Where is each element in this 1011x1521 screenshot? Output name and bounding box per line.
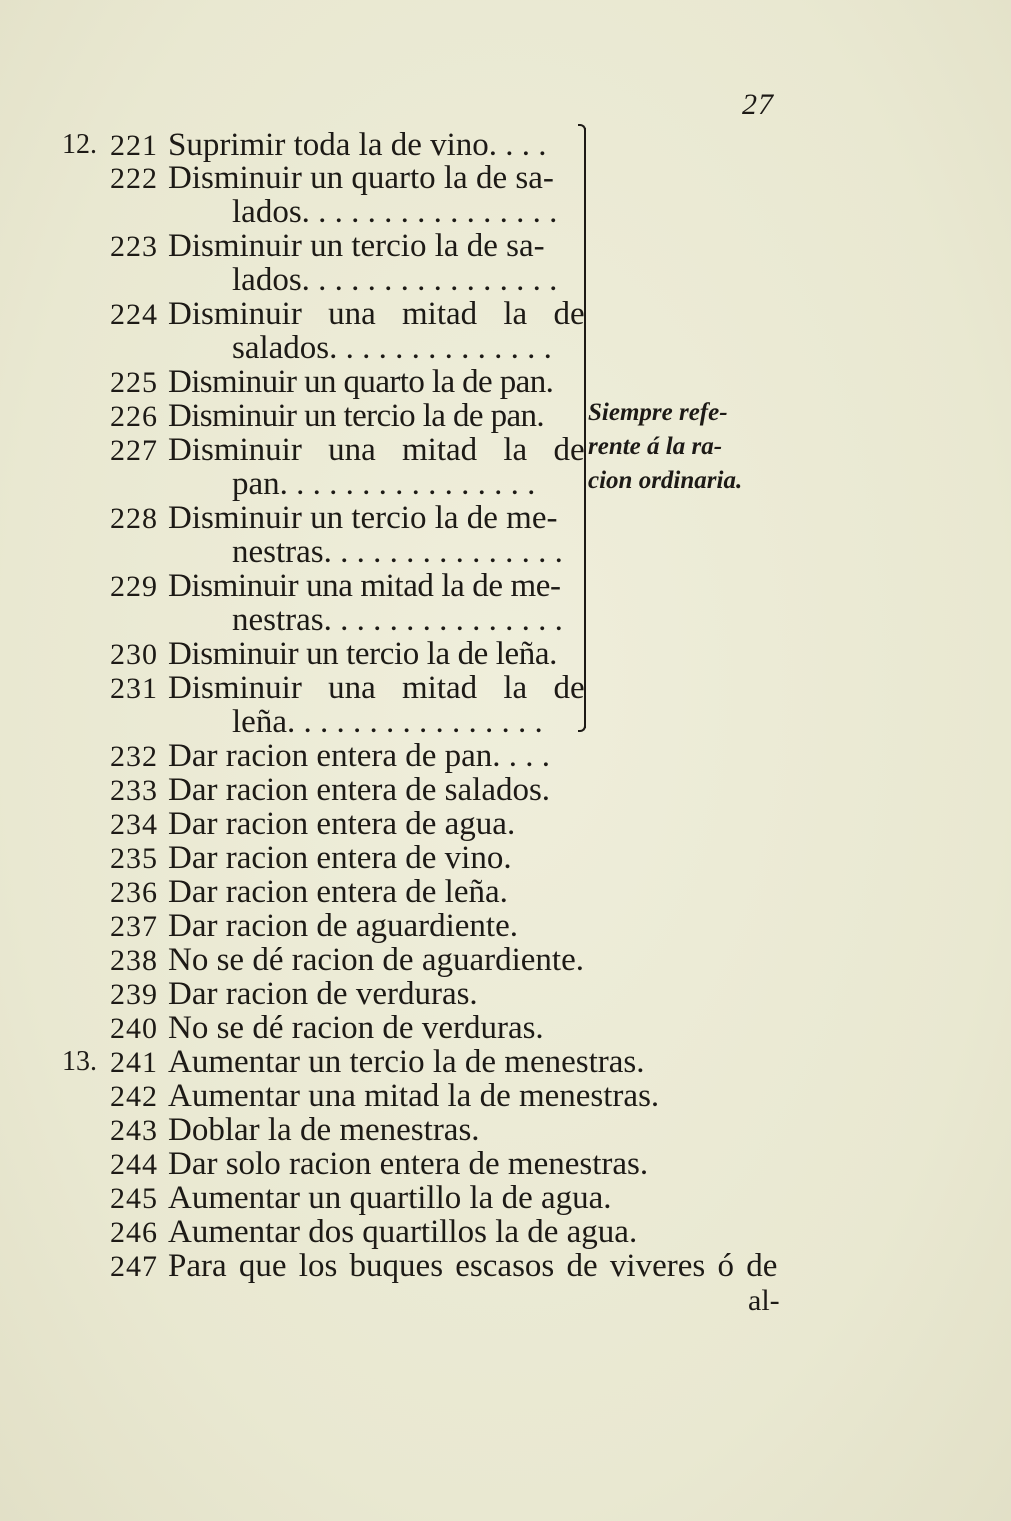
entry-text: Disminuir una mitad la de [168, 670, 585, 706]
entry-number: 229 [110, 570, 158, 603]
grouping-bracket [576, 128, 586, 728]
entry-number: 240 [110, 1012, 158, 1045]
entry-text: Dar racion entera de vino. [168, 840, 512, 876]
entry-number: 239 [110, 978, 158, 1011]
entry-text: Dar racion entera de agua. [168, 806, 516, 842]
entry-continuation: pan. . . . . . . . . . . . . . . . [232, 466, 536, 502]
entry-text: Dar solo racion entera de menestras. [168, 1146, 649, 1182]
entry-text: No se dé racion de aguardiente. [168, 942, 584, 978]
entry-text: Dar racion entera de leña. [168, 874, 508, 910]
entry-223 [110, 229, 545, 264]
entry-text: Aumentar un tercio la de menestras. [168, 1044, 645, 1080]
entry-text: No se dé racion de verduras. [168, 1010, 544, 1046]
entry-245 [110, 1181, 612, 1216]
entry-number: 238 [110, 944, 158, 977]
side-note [588, 396, 788, 498]
entry-246 [110, 1215, 637, 1250]
entry-222 [110, 161, 554, 196]
entry-227 [110, 433, 585, 468]
section-marker-12: 12. [62, 129, 97, 160]
entry-continuation: lados. . . . . . . . . . . . . . . . [232, 262, 558, 298]
entry-continuation: nestras. . . . . . . . . . . . . . . [232, 602, 563, 638]
entry-231 [110, 671, 585, 706]
page-number: 27 [742, 88, 774, 121]
section-marker-13: 13. [62, 1046, 97, 1077]
entry-text: Dar racion entera de pan. . . . [168, 738, 551, 774]
entry-number: 230 [110, 638, 158, 671]
entry-235 [110, 841, 512, 876]
entry-number: 247 [110, 1250, 158, 1283]
entry-number: 224 [110, 298, 158, 331]
entry-221 [110, 128, 547, 163]
entry-text: Para que los buques escasos de viveres ó de [168, 1248, 778, 1284]
entry-text: Disminuir un tercio la de me- [168, 500, 558, 536]
entry-continuation: nestras. . . . . . . . . . . . . . . [232, 534, 563, 570]
entry-229 [110, 569, 561, 604]
entry-number: 222 [110, 162, 158, 195]
entry-text: Disminuir un tercio la de pan. [168, 398, 545, 434]
entry-236 [110, 875, 508, 910]
entry-text: Dar racion de aguardiente. [168, 908, 518, 944]
entry-241 [110, 1045, 645, 1080]
side-note-line: Siempre refe- [588, 399, 728, 426]
entry-number: 234 [110, 808, 158, 841]
entry-text: Suprimir toda la de vino. . . . [168, 127, 547, 163]
entry-continuation: lados. . . . . . . . . . . . . . . . [232, 194, 558, 230]
entry-224 [110, 297, 585, 332]
entry-number: 246 [110, 1216, 158, 1249]
entry-number: 244 [110, 1148, 158, 1181]
entry-number: 237 [110, 910, 158, 943]
entry-number: 231 [110, 672, 158, 705]
entry-244 [110, 1147, 648, 1182]
entry-text: Aumentar una mitad la de menestras. [168, 1078, 660, 1114]
entry-237 [110, 909, 518, 944]
entry-233 [110, 773, 550, 808]
entry-text: Disminuir un quarto la de pan. [168, 364, 554, 400]
entry-continuation: leña. . . . . . . . . . . . . . . . [232, 704, 543, 740]
entry-226 [110, 399, 544, 434]
entry-number: 225 [110, 366, 158, 399]
entry-text: Aumentar un quartillo la de agua. [168, 1180, 612, 1216]
entry-number: 233 [110, 774, 158, 807]
entry-text: Disminuir una mitad la de me- [168, 568, 561, 604]
entry-number: 245 [110, 1182, 158, 1215]
entry-225 [110, 365, 553, 400]
entry-number: 221 [110, 129, 158, 162]
entry-text: Disminuir un tercio la de sa- [168, 228, 545, 264]
entry-text: Disminuir un quarto la de sa- [168, 160, 554, 196]
entry-text: Dar racion de verduras. [168, 976, 478, 1012]
entry-number: 235 [110, 842, 158, 875]
side-note-line: rente á la ra- [588, 433, 723, 460]
entry-242 [110, 1079, 659, 1114]
entry-number: 236 [110, 876, 158, 909]
side-note-line: cion ordinaria. [588, 467, 743, 494]
entry-text: Disminuir una mitad la de [168, 296, 585, 332]
entry-number: 228 [110, 502, 158, 535]
entry-text: Dar racion entera de salados. [168, 772, 551, 808]
entry-230 [110, 637, 557, 672]
entry-number: 243 [110, 1114, 158, 1147]
entry-247 [110, 1249, 777, 1284]
entry-number: 242 [110, 1080, 158, 1113]
entry-number: 241 [110, 1046, 158, 1079]
catchword: al- [748, 1284, 780, 1317]
entry-number: 232 [110, 740, 158, 773]
entry-232 [110, 739, 550, 774]
entry-text: Disminuir un tercio la de leña. [168, 636, 557, 672]
entry-238 [110, 943, 584, 978]
entry-239 [110, 977, 478, 1012]
entry-text: Aumentar dos quartillos la de agua. [168, 1214, 638, 1250]
entry-text: Disminuir una mitad la de [168, 432, 585, 468]
entry-228 [110, 501, 557, 536]
entry-continuation: salados. . . . . . . . . . . . . . [232, 330, 552, 366]
entry-text: Doblar la de menestras. [168, 1112, 480, 1148]
entry-number: 227 [110, 434, 158, 467]
entry-number: 226 [110, 400, 158, 433]
entry-240 [110, 1011, 544, 1046]
entry-234 [110, 807, 515, 842]
entry-243 [110, 1113, 480, 1148]
entry-number: 223 [110, 230, 158, 263]
